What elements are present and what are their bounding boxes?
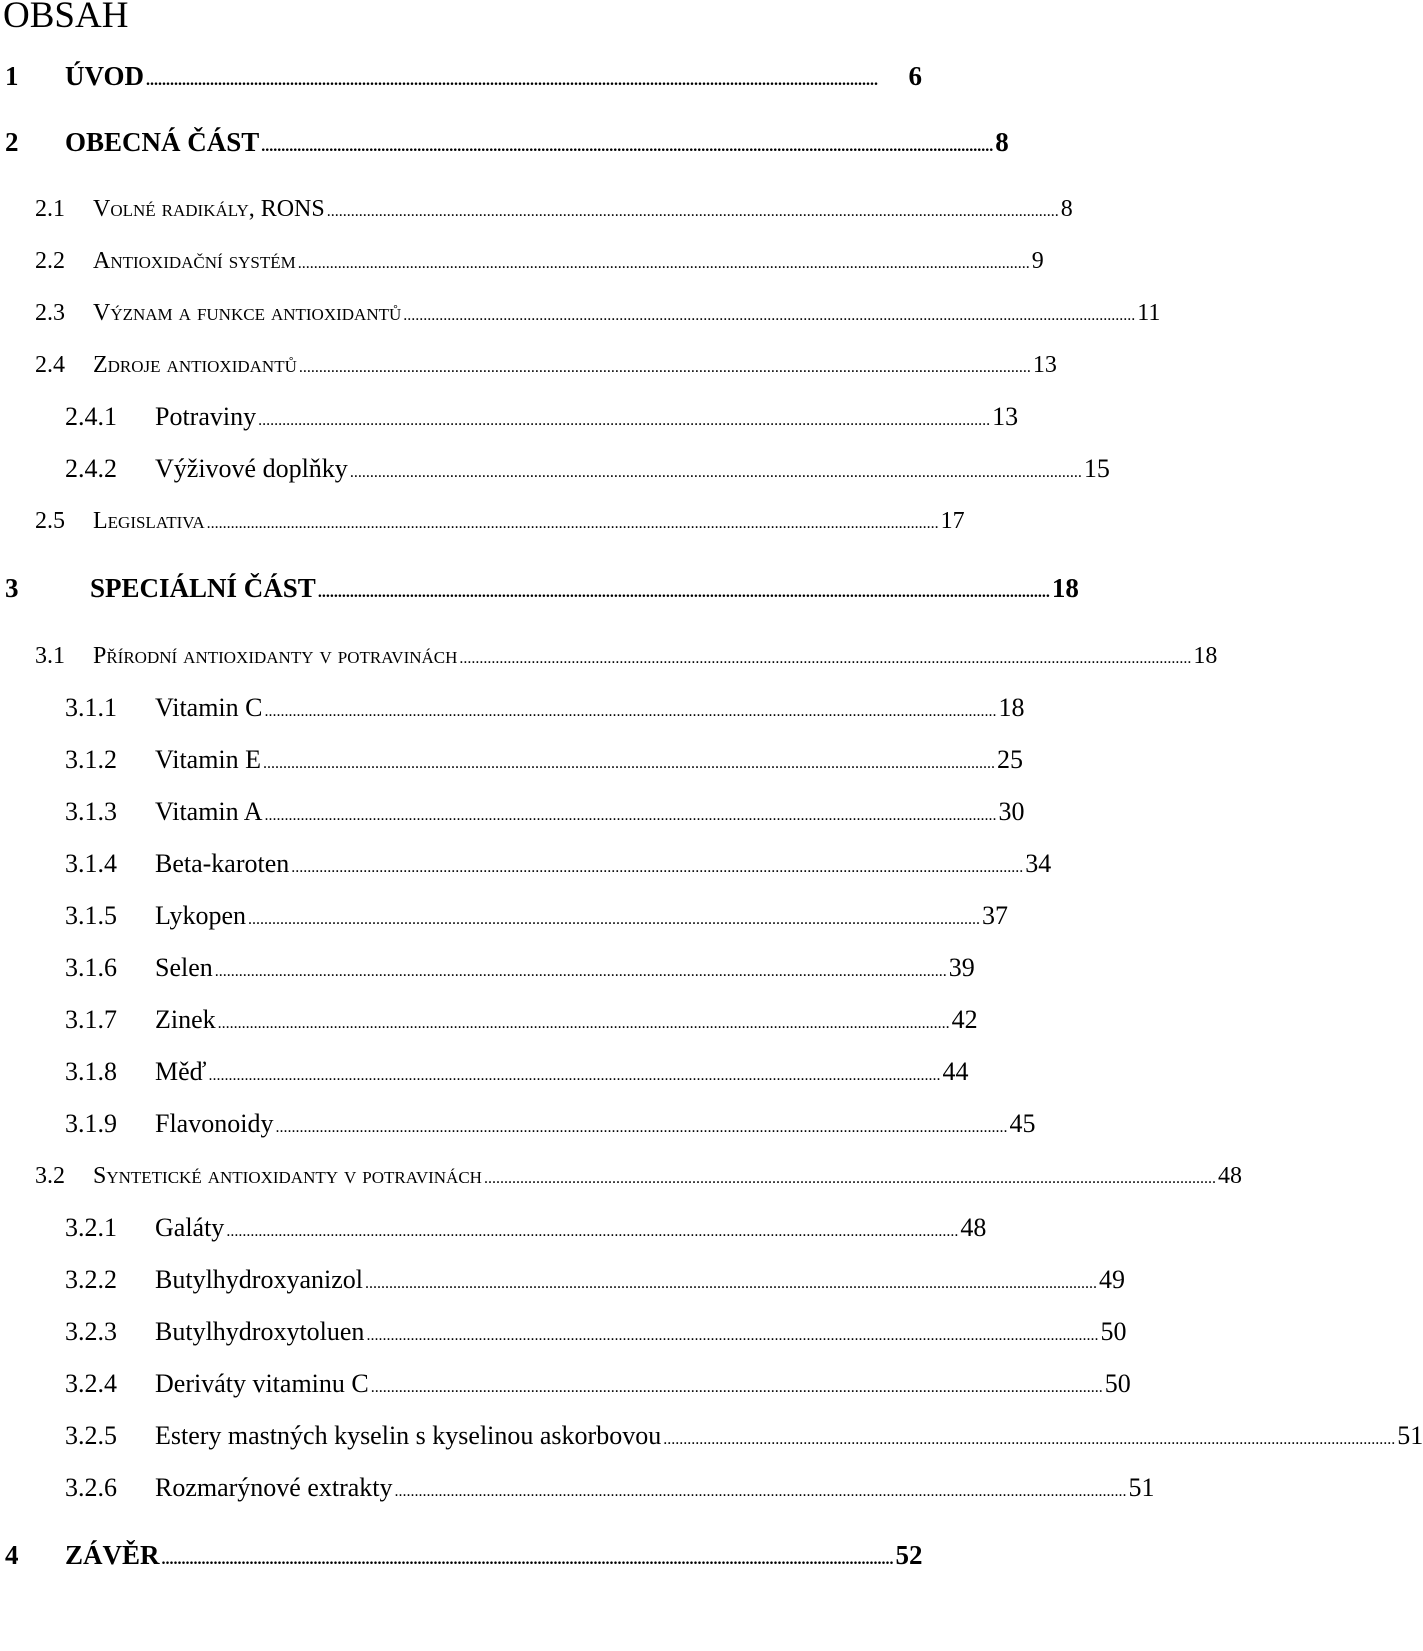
toc-entry-label: Zdroje antioxidantů xyxy=(93,352,297,378)
toc-entry-page: 51 xyxy=(1397,1421,1423,1450)
toc-entry-label: Deriváty vitaminu C xyxy=(155,1369,369,1398)
toc-entry-page: 11 xyxy=(1137,300,1161,326)
toc-entry-number: 2.4 xyxy=(35,352,65,378)
toc-leader-dots: ....................................................................................................................................................................................... xyxy=(291,859,1024,876)
toc-entry-label: Flavonoidy xyxy=(155,1109,274,1138)
toc-entry-page: 18 xyxy=(1193,643,1218,669)
toc-entry-number: 3.2.2 xyxy=(65,1265,117,1294)
toc-leader-dots: ....................................................................................................................................................................................... xyxy=(226,1223,959,1240)
toc-entry-label: ÚVOD xyxy=(65,61,144,91)
toc-leader-dots: ....................................................................................................................................................................................... xyxy=(264,703,997,720)
toc-entry-page: 18 xyxy=(1051,573,1079,603)
toc-leader-dots: ....................................................................................................................................................................................... xyxy=(261,138,994,155)
toc-entry-page: 13 xyxy=(1032,352,1057,378)
toc-entry-number: 2.1 xyxy=(35,196,65,222)
toc-leader-dots: ....................................................................................................................................................................................... xyxy=(317,584,1050,601)
toc-entry-galaty[interactable] xyxy=(65,1208,987,1248)
toc-leader-dots: ....................................................................................................................................................................................... xyxy=(206,515,939,532)
toc-leader-dots: ....................................................................................................................................................................................... xyxy=(264,807,997,824)
toc-entry-number: 3 xyxy=(5,573,19,603)
toc-entry-estery-mastnych-kyselin[interactable] xyxy=(65,1416,1423,1456)
toc-leader-dots: ....................................................................................................................................................................................... xyxy=(258,412,991,429)
toc-entry-page: 39 xyxy=(948,953,975,982)
toc-entry-number: 3.1.6 xyxy=(65,953,117,982)
toc-entry-med[interactable] xyxy=(65,1052,969,1092)
toc-entry-zinek[interactable] xyxy=(65,1000,978,1040)
toc-leader-dots: ....................................................................................................................................................................................... xyxy=(366,1327,1099,1344)
toc-entry-uvod[interactable] xyxy=(5,56,922,96)
toc-leader-dots: ....................................................................................................................................................................................... xyxy=(370,1379,1103,1396)
toc-entry-number: 3.1 xyxy=(35,643,65,669)
toc-leader-dots: ....................................................................................................................................................................................... xyxy=(214,963,947,980)
toc-entry-number: 3.1.7 xyxy=(65,1005,117,1034)
toc-entry-number: 3.2.6 xyxy=(65,1473,117,1502)
toc-entry-label: Zinek xyxy=(155,1005,216,1034)
toc-entry-page: 48 xyxy=(1217,1163,1242,1189)
toc-leader-dots: ....................................................................................................................................................................................... xyxy=(459,650,1192,667)
toc-entry-number: 4 xyxy=(5,1540,19,1570)
toc-entry-selen[interactable] xyxy=(65,948,975,988)
toc-leader-dots: ....................................................................................................................................................................................... xyxy=(326,203,1059,220)
toc-entry-rozmarynove-extrakty[interactable] xyxy=(65,1468,1155,1508)
toc-entry-page: 8 xyxy=(995,127,1009,157)
toc-leader-dots: ....................................................................................................................................................................................... xyxy=(483,1170,1216,1187)
toc-entry-label: OBECNÁ ČÁST xyxy=(65,127,260,157)
toc-entry-label: Legislativa xyxy=(93,508,205,534)
toc-entry-butylhydroxytoluen[interactable] xyxy=(65,1312,1127,1352)
toc-entry-number: 3.1.9 xyxy=(65,1109,117,1138)
toc-entry-page: 25 xyxy=(997,745,1024,774)
toc-entry-label: Butylhydroxyanizol xyxy=(155,1265,363,1294)
toc-entry-label: Beta-karoten xyxy=(155,849,290,878)
toc-entry-page: 6 xyxy=(908,61,922,91)
toc-entry-page: 42 xyxy=(951,1005,978,1034)
toc-entry-obecna-cast[interactable] xyxy=(5,122,1009,162)
toc-entry-label: ZÁVĚR xyxy=(65,1540,160,1570)
toc-entry-label: Volné radikály, RONS xyxy=(93,196,325,222)
toc-entry-page: 51 xyxy=(1128,1473,1155,1502)
toc-entry-number: 3.1.8 xyxy=(65,1057,117,1086)
toc-entry-label: Estery mastných kyselin s kyselinou askorbovou xyxy=(155,1421,662,1450)
toc-entry-number: 3.2.1 xyxy=(65,1213,117,1242)
toc-entry-number: 3.1.1 xyxy=(65,693,117,722)
toc-entry-label: Butylhydroxytoluen xyxy=(155,1317,365,1346)
toc-entry-number: 3.1.4 xyxy=(65,849,117,878)
page-title: OBSAH xyxy=(3,0,129,36)
toc-leader-dots: ....................................................................................................................................................................................... xyxy=(217,1015,950,1032)
toc-entry-number: 3.1.3 xyxy=(65,797,117,826)
toc-entry-label: Selen xyxy=(155,953,213,982)
toc-entry-page: 13 xyxy=(992,402,1019,431)
toc-entry-page: 17 xyxy=(940,508,965,534)
toc-entry-flavonoidy[interactable] xyxy=(65,1104,1036,1144)
toc-entry-number: 1 xyxy=(5,61,19,91)
toc-entry-number: 2.5 xyxy=(35,508,65,534)
toc-entry-number: 2.4.2 xyxy=(65,454,117,483)
toc-leader-dots: ....................................................................................................................................................................................... xyxy=(394,1483,1127,1500)
toc-entry-number: 3.1.5 xyxy=(65,901,117,930)
toc-entry-label: Antioxidační systém xyxy=(93,248,296,274)
toc-entry-page: 30 xyxy=(998,797,1025,826)
toc-leader-dots: ....................................................................................................................................................................................... xyxy=(248,911,980,928)
toc-entry-page: 9 xyxy=(1031,248,1044,274)
toc-leader-dots: ....................................................................................................................................................................................... xyxy=(663,1431,1396,1448)
toc-entry-page: 48 xyxy=(960,1213,987,1242)
toc-entry-number: 3.2 xyxy=(35,1163,65,1189)
toc-leader-dots: ....................................................................................................................................................................................... xyxy=(298,359,1031,376)
toc-entry-label: Potraviny xyxy=(155,402,257,431)
toc-leader-dots: ....................................................................................................................................................................................... xyxy=(275,1119,1008,1136)
toc-entry-number: 2.3 xyxy=(35,300,65,326)
toc-entry-derivaty-vitaminu-c[interactable] xyxy=(65,1364,1131,1404)
toc-entry-label: Lykopen xyxy=(155,901,246,930)
toc-entry-vitamin-c[interactable] xyxy=(65,688,1025,728)
toc-entry-specialni-cast[interactable] xyxy=(5,568,1079,608)
toc-entry-label: Význam a funkce antioxidantů xyxy=(93,300,402,326)
toc-leader-dots: ....................................................................................................................................................................................... xyxy=(297,255,1030,272)
toc-leader-dots: ....................................................................................................................................................................................... xyxy=(145,72,878,89)
toc-entry-page: 37 xyxy=(982,901,1008,930)
toc-entry-label: Měď xyxy=(155,1057,207,1086)
toc-entry-page: 50 xyxy=(1104,1369,1131,1398)
toc-entry-zaver[interactable] xyxy=(5,1535,922,1575)
toc-entry-page: 49 xyxy=(1098,1265,1125,1294)
toc-entry-page: 52 xyxy=(895,1540,923,1570)
toc-entry-vitamin-a[interactable] xyxy=(65,792,1025,832)
toc-entry-label: Rozmarýnové extrakty xyxy=(155,1473,393,1502)
toc-entry-butylhydroxyanizol[interactable] xyxy=(65,1260,1125,1300)
toc-entry-page: 50 xyxy=(1100,1317,1127,1346)
toc-entry-number: 2.2 xyxy=(35,248,65,274)
toc-entry-label: Vitamin A xyxy=(155,797,263,826)
toc-entry-vyzivove-doplnky[interactable] xyxy=(65,449,1110,489)
toc-leader-dots: ....................................................................................................................................................................................... xyxy=(403,307,1136,324)
toc-entry-volne-radikaly[interactable] xyxy=(35,189,1073,229)
toc-entry-synteticke-antioxidanty[interactable] xyxy=(35,1156,1242,1196)
toc-entry-number: 3.1.2 xyxy=(65,745,117,774)
toc-entry-label: Galáty xyxy=(155,1213,225,1242)
toc-entry-number: 3.2.5 xyxy=(65,1421,117,1450)
toc-entry-page: 34 xyxy=(1025,849,1052,878)
toc-entry-zdroje-antioxidantu[interactable] xyxy=(35,345,1057,385)
toc-entry-page: 8 xyxy=(1060,196,1073,222)
toc-entry-antioxidacni-system[interactable] xyxy=(35,241,1044,281)
toc-entry-label: Vitamin C xyxy=(155,693,263,722)
toc-entry-page: 45 xyxy=(1009,1109,1036,1138)
toc-entry-potraviny[interactable] xyxy=(65,397,1019,437)
toc-entry-page: 18 xyxy=(998,693,1025,722)
toc-entry-lykopen[interactable] xyxy=(65,896,1008,936)
toc-entry-label: Výživové doplňky xyxy=(155,454,348,483)
toc-entry-page: 15 xyxy=(1083,454,1110,483)
toc-entry-vitamin-e[interactable] xyxy=(65,740,1024,780)
toc-entry-number: 2.4.1 xyxy=(65,402,117,431)
toc-entry-page: 44 xyxy=(942,1057,969,1086)
toc-entry-prirodni-antioxidanty[interactable] xyxy=(35,636,1218,676)
toc-leader-dots: ....................................................................................................................................................................................... xyxy=(161,1551,894,1568)
toc-leader-dots: ....................................................................................................................................................................................... xyxy=(364,1275,1097,1292)
toc-leader-dots: ....................................................................................................................................................................................... xyxy=(263,755,996,772)
toc-entry-number: 2 xyxy=(5,127,19,157)
toc-entry-beta-karoten[interactable] xyxy=(65,844,1052,884)
toc-entry-label: SPECIÁLNÍ ČÁST xyxy=(90,573,316,603)
toc-leader-dots: ....................................................................................................................................................................................... xyxy=(349,464,1082,481)
toc-entry-number: 3.2.3 xyxy=(65,1317,117,1346)
toc-entry-label: Syntetické antioxidanty v potravinách xyxy=(93,1163,482,1189)
toc-entry-legislativa[interactable] xyxy=(35,501,965,541)
toc-entry-number: 3.2.4 xyxy=(65,1369,117,1398)
toc-entry-label: Vitamin E xyxy=(155,745,262,774)
toc-entry-vyznam-funkce[interactable] xyxy=(35,293,1161,333)
toc-leader-dots: ....................................................................................................................................................................................... xyxy=(208,1067,941,1084)
toc-entry-label: Přírodní antioxidanty v potravinách xyxy=(93,643,458,669)
